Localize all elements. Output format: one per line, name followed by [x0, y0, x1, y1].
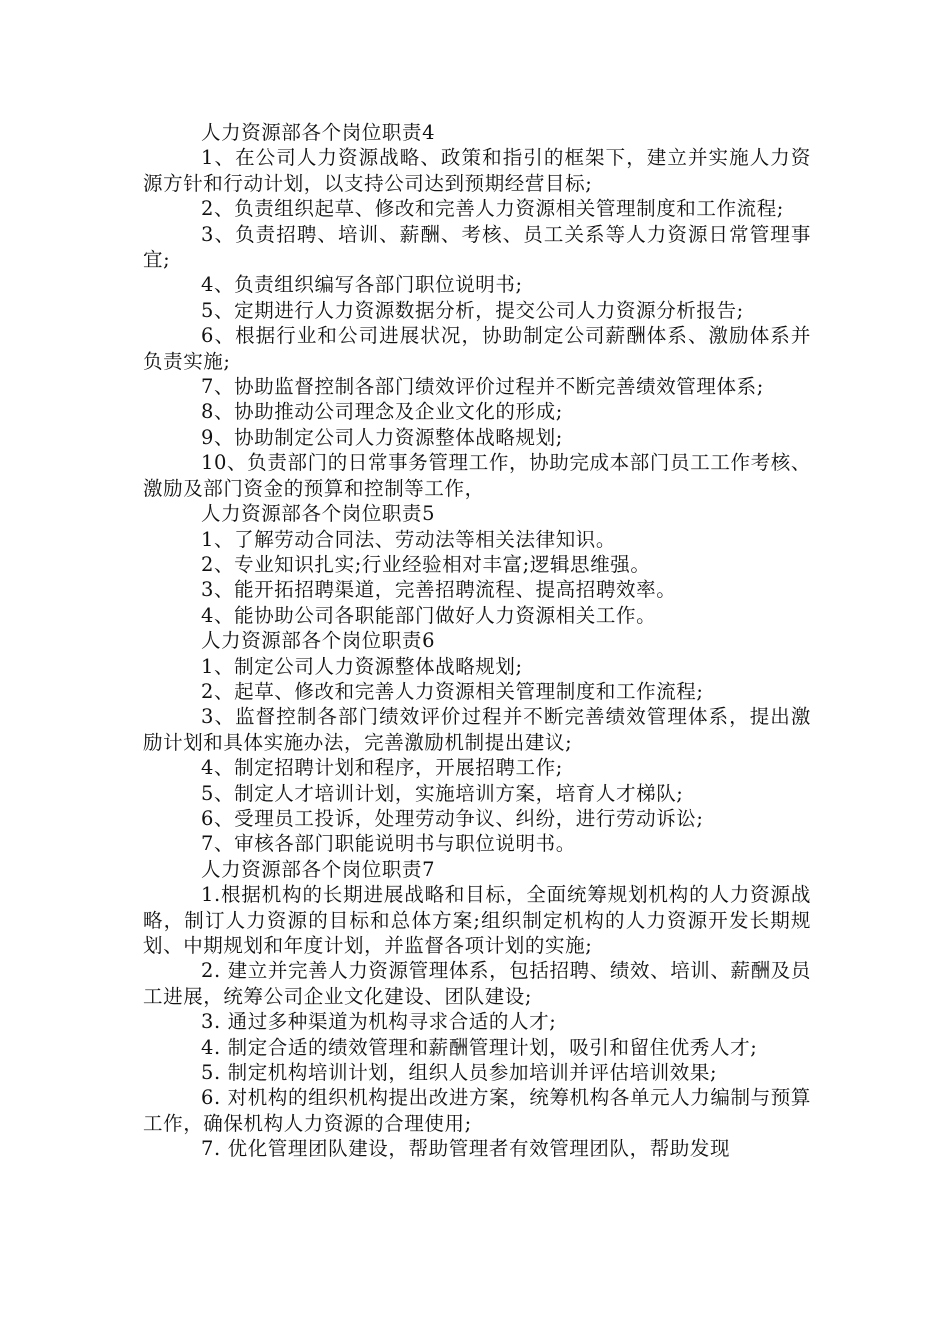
section-heading-4: 人力资源部各个岗位职责4 — [201, 121, 436, 144]
section-heading-7: 人力资源部各个岗位职责7 — [201, 857, 436, 881]
list-item: 3、负责招聘、培训、薪酬、考核、员工关系等人力资源日常管理事宜; — [143, 222, 811, 272]
list-item: 4、能协助公司各职能部门做好人力资源相关工作。 — [201, 603, 657, 627]
list-item: 6、根据行业和公司进展状况，协助制定公司薪酬体系、激励体系并负责实施; — [143, 324, 811, 373]
list-item: 9、协助制定公司人力资源整体战略规划; — [201, 425, 563, 449]
list-item: 2、起草、修改和完善人力资源相关管理制度和工作流程; — [201, 679, 704, 703]
section-heading-6: 人力资源部各个岗位职责6 — [201, 629, 436, 653]
list-item: 3. 通过多种渠道为机构寻求合适的人才; — [201, 1010, 557, 1034]
list-item: 7. 优化管理团队建设，帮助管理者有效管理团队，帮助发现 — [201, 1137, 731, 1161]
list-item: 5、定期进行人力资源数据分析，提交公司人力资源分析报告; — [201, 298, 744, 322]
list-item: 10、负责部门的日常事务管理工作，协助完成本部门员工工作考核、激励及部门资金的预算和控制等工作， — [143, 451, 811, 500]
list-item: 1.根据机构的长期进展战略和目标，全面统筹规划机构的人力资源战略，制订人力资源的目标和总体方案;组织制定机构的人力资源开发长期规划、中期规划和年度计划，并监督各项计划的实施; — [143, 883, 811, 957]
list-item: 3、能开拓招聘渠道，完善招聘流程、提高招聘效率。 — [201, 578, 677, 602]
list-item: 6、受理员工投诉，处理劳动争议、纠纷，进行劳动诉讼; — [201, 806, 704, 830]
list-item: 2、负责组织起草、修改和完善人力资源相关管理制度和工作流程; — [201, 197, 784, 221]
list-item: 7、协助监督控制各部门绩效评价过程并不断完善绩效管理体系; — [201, 375, 764, 399]
list-item: 1、制定公司人力资源整体战略规划; — [201, 654, 523, 678]
list-item: 8、协助推动公司理念及企业文化的形成; — [201, 400, 563, 424]
list-item: 6. 对机构的组织机构提出改进方案，统筹机构各单元人力编制与预算工作，确保机构人力资源的合理使用; — [143, 1086, 811, 1135]
list-item: 7、审核各部门职能说明书与职位说明书。 — [201, 832, 576, 856]
list-item: 1、了解劳动合同法、劳动法等相关法律知识。 — [201, 527, 617, 551]
list-item: 5. 制定机构培训计划，组织人员参加培训并评估培训效果; — [201, 1061, 718, 1085]
list-item: 3、监督控制各部门绩效评价过程并不断完善绩效管理体系，提出激励计划和具体实施办法，完善激励机制提出建议; — [143, 705, 811, 754]
list-item: 2、专业知识扎实;行业经验相对丰富;逻辑思维强。 — [201, 552, 651, 576]
list-item: 4. 制定合适的绩效管理和薪酬管理计划，吸引和留住优秀人才; — [201, 1035, 758, 1059]
list-item: 4、制定招聘计划和程序，开展招聘工作; — [201, 756, 563, 780]
list-item: 4、负责组织编写各部门职位说明书; — [201, 273, 523, 297]
document-body — [143, 120, 811, 1162]
list-item: 2. 建立并完善人力资源管理体系，包括招聘、绩效、培训、薪酬及员工进展，统筹公司企业文化建设、团队建设; — [143, 959, 811, 1008]
section-heading-5: 人力资源部各个岗位职责5 — [201, 502, 436, 526]
list-item: 1、在公司人力资源战略、政策和指引的框架下，建立并实施人力资源方针和行动计划，以支持公司达到预期经营目标; — [143, 146, 811, 195]
list-item: 5、制定人才培训计划，实施培训方案，培育人才梯队; — [201, 781, 684, 805]
